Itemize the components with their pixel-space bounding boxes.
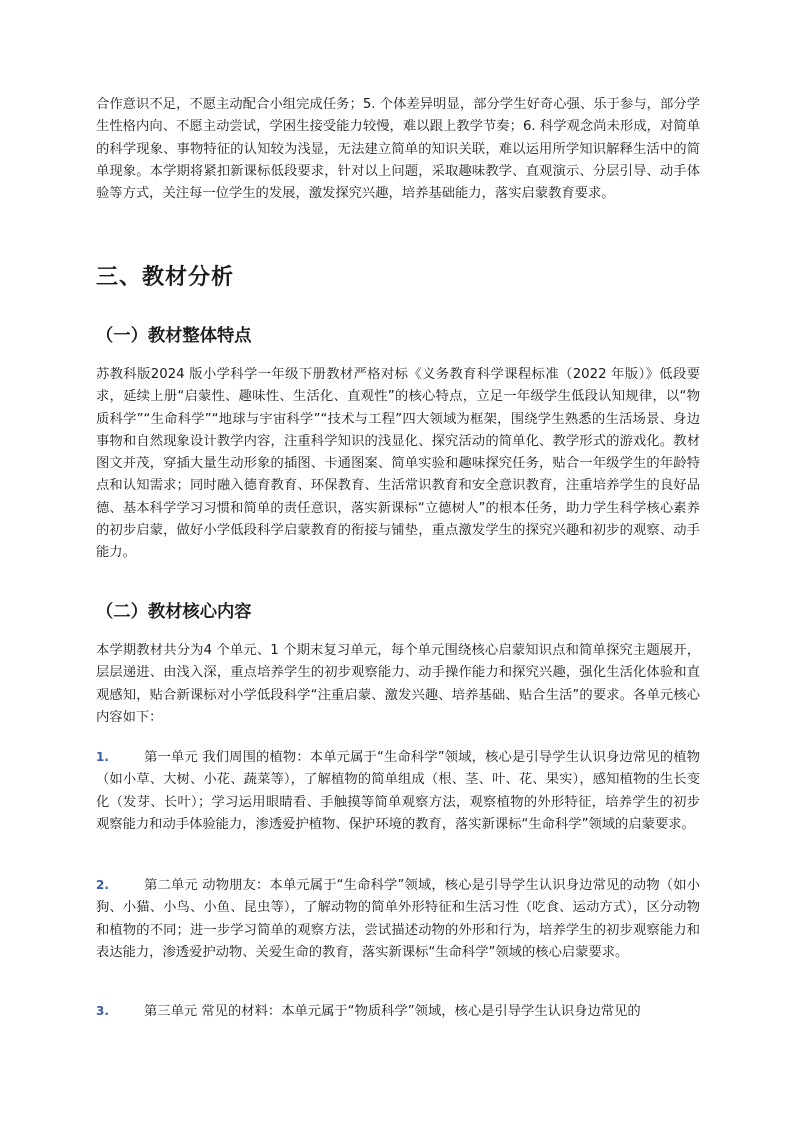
list-item — [96, 874, 700, 964]
subsection-body-2: 本学期教材共分为4 个单元、1 个期末复习单元，每个单元围绕核心启蒙知识点和简单探究主题展开，层层递进、由浅入深，重点培养学生的初步观察能力、动手操作能力和探究兴趣，强化生活化体验和直观感知，贴合新课标对小学低段科学“注重启蒙、激发兴趣、培养基础、贴合生活”的要求。各单元核心内容如下： — [96, 643, 700, 725]
subsection-body-1: 苏教科版2024 版小学科学一年级下册教材严格对标《义务教育科学课程标准（2022 年版）》低段要求，延续上册“启蒙性、趣味性、生活化、直观性”的核心特点，立足一年级学生低段认知规律，以“物质科学”“生命科学”“地球与宇宙科学”“技术与工程”四大领域为框架，围绕学生熟悉的生活场景、身边事物和自然现象设计教学内容，注重科学知识的浅显化、探究活动的简单化、教学形式的游戏化。教材图文并茂，穿插大量生动形象的插图、卡通图案、简单实验和趣味探究任务，贴合一年级学生的年龄特点和认知需求；同时融入德育教育、环保教育、生活常识教育和安全意识教育，注重培养学生的良好品德、基本科学学习习惯和简单的责任意识，落实新课标“立德树人”的根本任务，助力学生科学核心素养的初步启蒙，做好小学低段科学启蒙教育的衔接与铺垫，重点激发学生的探究兴趣和初步的观察、动手能力。 — [96, 367, 700, 561]
list-number: 1. — [96, 750, 109, 764]
subsection-title-1: （一）教材整体特点 — [96, 326, 252, 346]
list-number: 3. — [96, 1004, 109, 1018]
list-item — [96, 1000, 700, 1023]
subsection-title-2: （二）教材核心内容 — [96, 602, 252, 622]
list-text: 第二单元 动物朋友：本单元属于“生命科学”领域，核心是引导学生认识身边常见的动物（如小狗、小猫、小鸟、小鱼、昆虫等），了解动物的简单外形特征和生活习性（吃食、运动方式），区分动物和植物的不同；进一步学习简单的观察方法，尝试描述动物的外形和行为，培养学生的初步观察能力和表达能力，渗透爱护动物、关爱生命的教育，落实新课标“生命科学”领域的核心启蒙要求。 — [96, 878, 700, 960]
list-text: 第三单元 常见的材料：本单元属于“物质科学”领域，核心是引导学生认识身边常见的 — [144, 1004, 641, 1019]
list-number: 2. — [96, 878, 109, 892]
section-title: 三、教材分析 — [96, 265, 235, 290]
intro-paragraph: 合作意识不足，不愿主动配合小组完成任务；5. 个体差异明显，部分学生好奇心强、乐于参与，部分学生性格内向、不愿主动尝试，学困生接受能力较慢，难以跟上教学节奏；6. 科学观念尚未形成，对简单的科学现象、事物特征的认知较为浅显，无法建立简单的知识关联，难以运用所学知识解释生活中的简单现象。本学期将紧扣新课标低段要求，针对以上问题，采取趣味教学、直观演示、分层引导、动手体验等方式，关注每一位学生的发展，激发探究兴趣，培养基础能力，落实启蒙教育要求。 — [96, 97, 700, 202]
list-text: 第一单元 我们周围的植物：本单元属于“生命科学”领域，核心是引导学生认识身边常见的植物（如小草、大树、小花、蔬菜等），了解植物的简单组成（根、茎、叶、花、果实），感知植物的生长变化（发芽、长叶）；学习运用眼睛看、手触摸等简单观察方法，观察植物的外形特征，培养学生的初步观察能力和动手体验能力，渗透爱护植物、保护环境的教育，落实新课标“生命科学”领域的启蒙要求。 — [96, 750, 700, 832]
list-item — [96, 746, 700, 836]
